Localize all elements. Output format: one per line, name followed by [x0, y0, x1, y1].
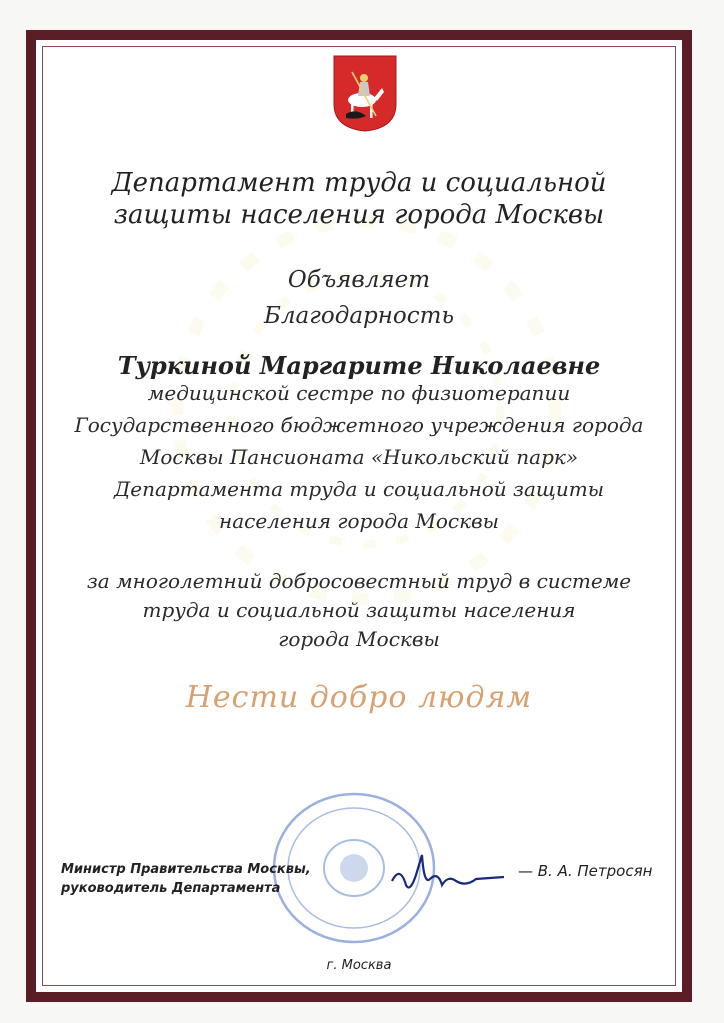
department-title-line: защиты населения города Москвы	[113, 200, 605, 230]
reason-line: за многолетний добросовестный труд в системе	[86, 569, 632, 593]
city: г. Москва	[326, 958, 392, 973]
signer-title-line: руководитель Департамента	[61, 881, 281, 896]
certificate-frame	[26, 30, 692, 1002]
position-line: Государственного бюджетного учреждения города	[74, 413, 644, 437]
announcement-verb: Объявляет	[287, 267, 431, 293]
announcement-type: Благодарность	[264, 303, 454, 329]
award-reason	[36, 567, 682, 654]
signer-title-line: Министр Правительства Москвы,	[61, 862, 311, 877]
handwritten-signature-icon	[386, 835, 506, 905]
department-title-line: Департамент труда и социальной	[111, 168, 607, 198]
moscow-coat-of-arms-icon	[332, 54, 398, 132]
position-line: населения города Москвы	[219, 509, 499, 533]
recipient-name: Туркиной Маргарите Николаевне	[117, 351, 601, 380]
position-line: медицинской сестре по физиотерапии	[147, 381, 571, 405]
position-line: Москвы Пансионата «Никольский парк»	[139, 445, 579, 469]
signer-name: — В. А. Петросян	[518, 862, 653, 880]
recipient-position	[36, 377, 682, 537]
motto: Нести добро людям	[185, 680, 533, 715]
certificate-content	[36, 40, 682, 992]
announcement	[36, 262, 682, 334]
signer-title	[61, 860, 311, 898]
department-title	[36, 167, 682, 231]
reason-line: труда и социальной защиты населения	[142, 598, 576, 622]
position-line: Департамента труда и социальной защиты	[113, 477, 605, 501]
reason-line: города Москвы	[278, 627, 440, 651]
